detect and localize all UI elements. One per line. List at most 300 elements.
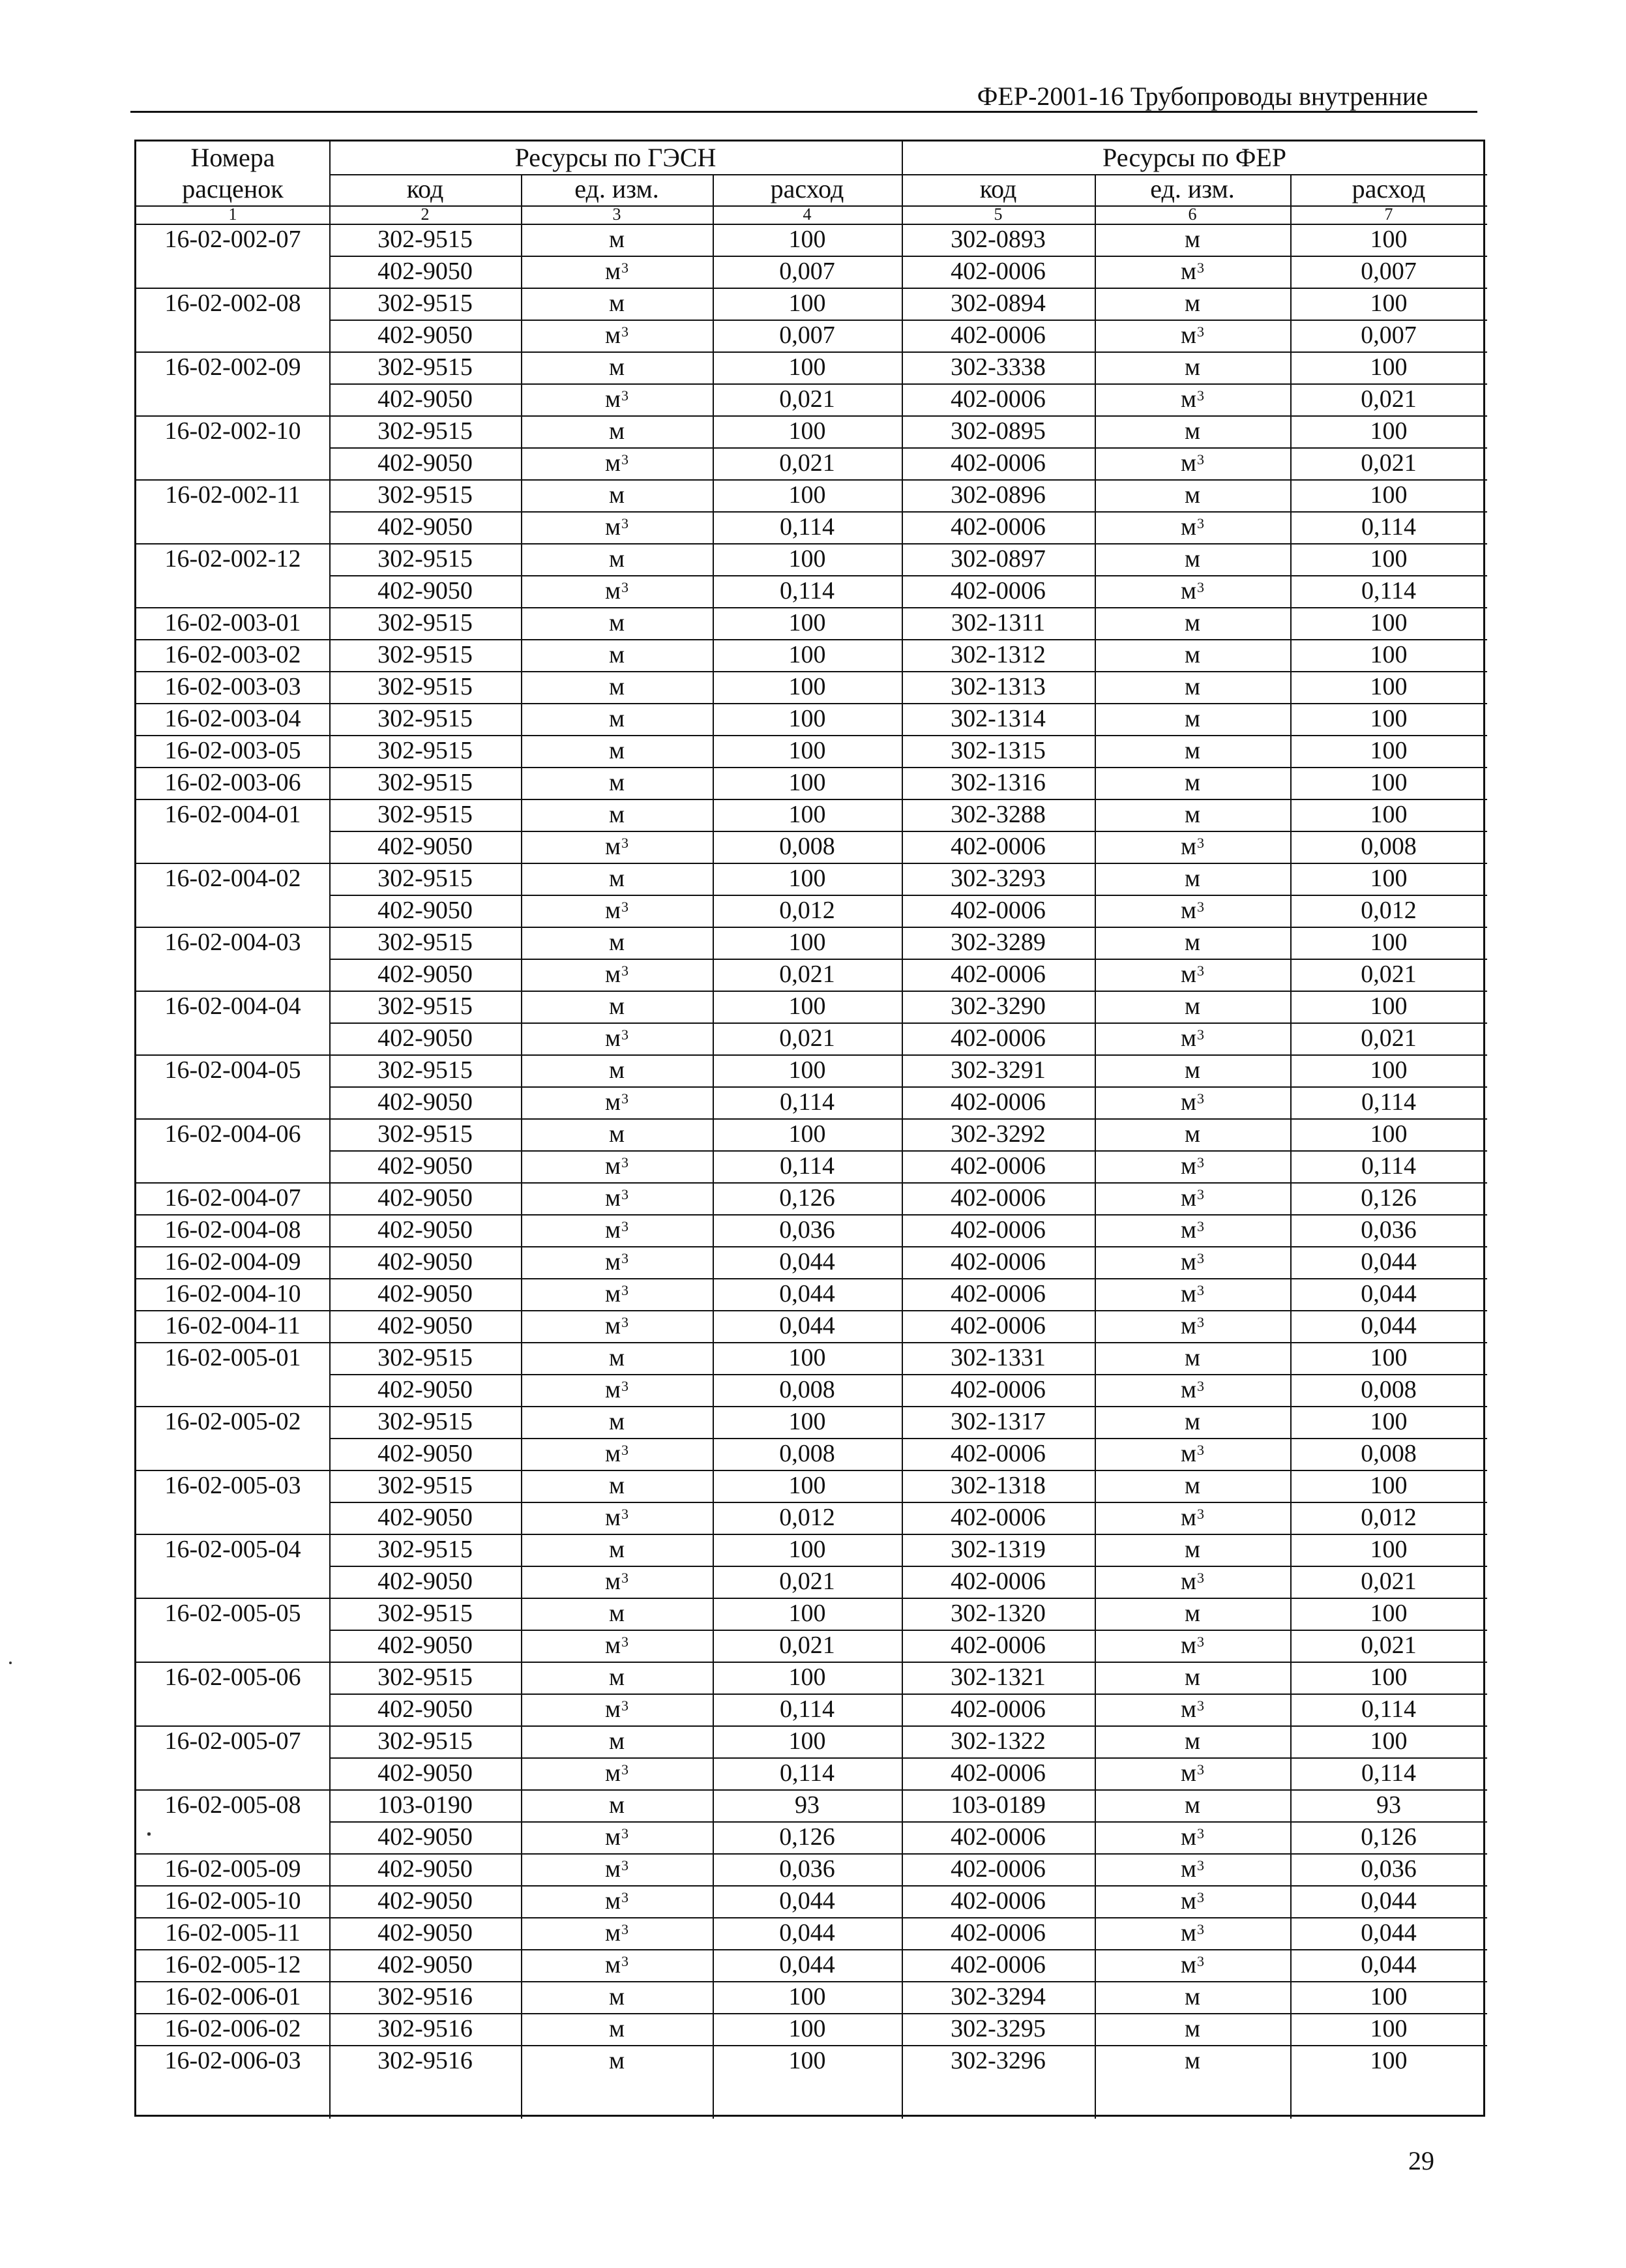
column-number: 5 bbox=[994, 205, 1003, 224]
unit-exponent: 3 bbox=[1197, 899, 1205, 915]
gesn-consumption: 0,021 bbox=[779, 385, 835, 413]
fer-consumption: 100 bbox=[1370, 1727, 1408, 1755]
unit-exponent: 3 bbox=[1197, 1953, 1205, 1969]
unit-exponent: 3 bbox=[621, 1953, 629, 1969]
gesn-code: 302-9515 bbox=[377, 992, 473, 1020]
gesn-consumption: 100 bbox=[788, 1727, 826, 1755]
fer-code: 402-0006 bbox=[951, 1280, 1046, 1307]
fer-code: 302-0896 bbox=[951, 481, 1046, 509]
unit-base: м bbox=[604, 1887, 621, 1915]
rate-number bbox=[136, 1694, 329, 1725]
gesn-code: 402-9050 bbox=[377, 1216, 473, 1244]
gesn-unit bbox=[521, 1502, 713, 1534]
gesn-code: 402-9050 bbox=[377, 1440, 473, 1467]
fer-code: 402-0006 bbox=[951, 1024, 1046, 1052]
fer-unit: м bbox=[1184, 1408, 1201, 1435]
fer-code: 302-1315 bbox=[951, 737, 1046, 764]
gesn-unit bbox=[521, 1757, 713, 1789]
unit-exponent: 3 bbox=[1197, 260, 1205, 276]
unit-exponent: 3 bbox=[1197, 323, 1205, 340]
gesn-code: 402-9050 bbox=[377, 1248, 473, 1276]
fer-consumption: 100 bbox=[1370, 769, 1408, 796]
unit-exponent: 3 bbox=[621, 1889, 629, 1905]
gesn-unit: м bbox=[608, 801, 625, 828]
unit-exponent: 3 bbox=[1197, 515, 1205, 531]
unit-exponent: 3 bbox=[1197, 1442, 1205, 1458]
unit-exponent: 3 bbox=[621, 1090, 629, 1107]
fer-unit bbox=[1095, 1182, 1290, 1214]
fer-consumption: 100 bbox=[1370, 226, 1408, 253]
rate-number: 16-02-006-03 bbox=[164, 2047, 301, 2074]
gesn-unit: м bbox=[608, 1120, 625, 1148]
rate-number: 16-02-004-10 bbox=[164, 1280, 301, 1307]
gesn-code: 302-9515 bbox=[377, 1536, 473, 1563]
gesn-consumption: 0,114 bbox=[779, 1759, 835, 1787]
rate-number: 16-02-005-12 bbox=[164, 1951, 301, 1978]
unit-base: м bbox=[1180, 1759, 1197, 1787]
fer-unit: м bbox=[1184, 673, 1201, 700]
fer-consumption: 0,012 bbox=[1361, 897, 1417, 924]
gesn-unit: м bbox=[608, 1344, 625, 1371]
unit-exponent: 3 bbox=[621, 260, 629, 276]
rate-number: 16-02-003-02 bbox=[164, 641, 301, 668]
unit-base: м bbox=[1180, 1216, 1197, 1244]
fer-unit bbox=[1095, 383, 1290, 415]
gesn-consumption: 100 bbox=[788, 1536, 826, 1563]
fer-unit: м bbox=[1184, 609, 1201, 636]
gesn-unit bbox=[521, 511, 713, 543]
unit-exponent: 3 bbox=[621, 1921, 629, 1937]
rate-number: 16-02-003-01 bbox=[164, 609, 301, 636]
fer-consumption: 93 bbox=[1376, 1791, 1401, 1819]
fer-unit bbox=[1095, 511, 1290, 543]
rate-number bbox=[136, 1438, 329, 1470]
unit-base: м bbox=[1180, 385, 1197, 413]
gesn-code: 402-9050 bbox=[377, 385, 473, 413]
fer-unit: м bbox=[1184, 865, 1201, 892]
rate-number: 16-02-004-11 bbox=[165, 1312, 301, 1339]
gesn-consumption: 0,036 bbox=[779, 1855, 835, 1883]
gesn-consumption: 100 bbox=[788, 1600, 826, 1627]
gesn-unit bbox=[521, 1022, 713, 1054]
gesn-unit: м bbox=[608, 1600, 625, 1627]
fer-unit bbox=[1095, 1438, 1290, 1470]
fer-unit: м bbox=[1184, 1664, 1201, 1691]
gesn-consumption: 0,008 bbox=[779, 1440, 835, 1467]
rate-number: 16-02-005-07 bbox=[164, 1727, 301, 1755]
fer-code: 402-0006 bbox=[951, 1632, 1046, 1659]
unit-base: м bbox=[604, 321, 621, 349]
rate-number: 16-02-002-10 bbox=[164, 417, 301, 445]
gesn-consumption: 100 bbox=[788, 1408, 826, 1435]
unit-exponent: 3 bbox=[621, 451, 629, 468]
gesn-consumption: 0,114 bbox=[779, 513, 835, 541]
gesn-code: 402-9050 bbox=[377, 1184, 473, 1212]
fer-unit: м bbox=[1184, 353, 1201, 381]
rate-number: 16-02-004-07 bbox=[164, 1184, 301, 1212]
fer-code: 402-0006 bbox=[951, 1568, 1046, 1595]
unit-base: м bbox=[604, 1695, 621, 1723]
rate-number: 16-02-002-12 bbox=[164, 545, 301, 573]
fer-unit bbox=[1095, 447, 1290, 479]
gesn-unit bbox=[521, 1182, 713, 1214]
gesn-consumption: 0,021 bbox=[779, 961, 835, 988]
gesn-unit bbox=[521, 1821, 713, 1853]
fer-unit: м bbox=[1184, 801, 1201, 828]
gesn-unit bbox=[521, 256, 713, 288]
fer-consumption: 0,114 bbox=[1361, 1088, 1417, 1116]
gesn-consumption: 100 bbox=[788, 865, 826, 892]
gesn-code: 302-9515 bbox=[377, 1600, 473, 1627]
rate-number bbox=[136, 1086, 329, 1118]
rate-number: 16-02-005-06 bbox=[164, 1664, 301, 1691]
gesn-consumption: 100 bbox=[788, 609, 826, 636]
unit-base: м bbox=[604, 961, 621, 988]
fer-code: 402-0006 bbox=[951, 1887, 1046, 1915]
column-number: 1 bbox=[228, 205, 237, 224]
gesn-code: 302-9515 bbox=[377, 737, 473, 764]
fer-code: 302-0897 bbox=[951, 545, 1046, 573]
fer-code: 402-0006 bbox=[951, 577, 1046, 604]
unit-base: м bbox=[1180, 321, 1197, 349]
header-rate-number: расценок bbox=[182, 174, 284, 203]
fer-consumption: 0,114 bbox=[1361, 577, 1417, 604]
unit-base: м bbox=[604, 1504, 621, 1531]
fer-code: 402-0006 bbox=[951, 1504, 1046, 1531]
gesn-consumption: 0,036 bbox=[779, 1216, 835, 1244]
unit-base: м bbox=[1180, 897, 1197, 924]
fer-consumption: 0,126 bbox=[1361, 1823, 1417, 1851]
unit-base: м bbox=[604, 577, 621, 604]
gesn-consumption: 100 bbox=[788, 801, 826, 828]
rate-number bbox=[136, 511, 329, 543]
unit-exponent: 3 bbox=[1197, 962, 1205, 979]
rate-number: 16-02-002-08 bbox=[164, 290, 301, 317]
unit-base: м bbox=[604, 449, 621, 477]
fer-code: 402-0006 bbox=[951, 449, 1046, 477]
fer-consumption: 0,021 bbox=[1361, 449, 1417, 477]
unit-base: м bbox=[604, 1248, 621, 1276]
gesn-unit bbox=[521, 320, 713, 351]
fer-consumption: 100 bbox=[1370, 2047, 1408, 2074]
unit-base: м bbox=[604, 513, 621, 541]
unit-base: м bbox=[1180, 258, 1197, 285]
fer-unit: м bbox=[1184, 1727, 1201, 1755]
column-number: 4 bbox=[803, 205, 812, 224]
gesn-unit bbox=[521, 1630, 713, 1662]
rate-number: 16-02-003-04 bbox=[164, 705, 301, 732]
gesn-code: 302-9515 bbox=[377, 1727, 473, 1755]
unit-exponent: 3 bbox=[1197, 1697, 1205, 1714]
gesn-code: 302-9515 bbox=[377, 1120, 473, 1148]
gesn-code: 402-9050 bbox=[377, 1024, 473, 1052]
fer-code: 302-1320 bbox=[951, 1600, 1046, 1627]
unit-base: м bbox=[1180, 1855, 1197, 1883]
rate-number bbox=[136, 320, 329, 351]
fer-code: 402-0006 bbox=[951, 1951, 1046, 1978]
fer-unit bbox=[1095, 1630, 1290, 1662]
gesn-unit bbox=[521, 1150, 713, 1182]
fer-consumption: 0,021 bbox=[1361, 961, 1417, 988]
gesn-unit bbox=[521, 1086, 713, 1118]
unit-base: м bbox=[604, 833, 621, 860]
fer-unit bbox=[1095, 1310, 1290, 1342]
gesn-unit bbox=[521, 1949, 713, 1981]
fer-consumption: 100 bbox=[1370, 1472, 1408, 1499]
fer-consumption: 100 bbox=[1370, 929, 1408, 956]
gesn-unit: м bbox=[608, 1408, 625, 1435]
fer-code: 302-0894 bbox=[951, 290, 1046, 317]
gesn-unit bbox=[521, 1566, 713, 1598]
gesn-unit bbox=[521, 1278, 713, 1310]
fer-unit: м bbox=[1184, 641, 1201, 668]
fer-consumption: 0,008 bbox=[1361, 1376, 1417, 1403]
unit-base: м bbox=[604, 385, 621, 413]
rate-number: 16-02-004-09 bbox=[164, 1248, 301, 1276]
unit-base: м bbox=[1180, 1280, 1197, 1307]
fer-code: 402-0006 bbox=[951, 1855, 1046, 1883]
scan-speck bbox=[9, 1662, 12, 1664]
unit-exponent: 3 bbox=[621, 1314, 629, 1330]
gesn-unit: м bbox=[608, 673, 625, 700]
fer-unit: м bbox=[1184, 1983, 1201, 2010]
gesn-unit: м bbox=[608, 737, 625, 764]
gesn-unit bbox=[521, 1374, 713, 1406]
rate-number bbox=[136, 1566, 329, 1598]
unit-exponent: 3 bbox=[621, 1697, 629, 1714]
fer-code: 302-0893 bbox=[951, 226, 1046, 253]
unit-base: м bbox=[604, 1951, 621, 1978]
gesn-consumption: 100 bbox=[788, 705, 826, 732]
unit-base: м bbox=[1180, 1440, 1197, 1467]
rate-number: 16-02-002-11 bbox=[165, 481, 301, 509]
gesn-consumption: 0,008 bbox=[779, 833, 835, 860]
fer-consumption: 0,008 bbox=[1361, 833, 1417, 860]
gesn-unit: м bbox=[608, 290, 625, 317]
fer-code: 302-0895 bbox=[951, 417, 1046, 445]
gesn-code: 402-9050 bbox=[377, 1152, 473, 1180]
fer-consumption: 100 bbox=[1370, 481, 1408, 509]
page-header-title: ФЕР-2001-16 Трубопроводы внутренние bbox=[977, 82, 1428, 111]
rate-number: 16-02-003-05 bbox=[164, 737, 301, 764]
fer-consumption: 0,007 bbox=[1361, 258, 1417, 285]
fer-unit: м bbox=[1184, 1536, 1201, 1563]
scan-speck bbox=[147, 1832, 151, 1836]
gesn-code: 302-9515 bbox=[377, 705, 473, 732]
fer-code: 302-3288 bbox=[951, 801, 1046, 828]
unit-exponent: 3 bbox=[1197, 1634, 1205, 1650]
unit-base: м bbox=[1180, 1695, 1197, 1723]
fer-code: 402-0006 bbox=[951, 1152, 1046, 1180]
gesn-unit: м bbox=[608, 353, 625, 381]
rate-number bbox=[136, 895, 329, 927]
fer-unit bbox=[1095, 1374, 1290, 1406]
fer-consumption: 0,114 bbox=[1361, 1152, 1417, 1180]
fer-unit bbox=[1095, 320, 1290, 351]
fer-code: 302-1318 bbox=[951, 1472, 1046, 1499]
gesn-code: 302-9515 bbox=[377, 353, 473, 381]
header-unit: ед. изм. bbox=[1150, 174, 1235, 203]
fer-consumption: 0,036 bbox=[1361, 1216, 1417, 1244]
fer-code: 302-3292 bbox=[951, 1120, 1046, 1148]
gesn-unit: м bbox=[608, 481, 625, 509]
rate-number bbox=[136, 1502, 329, 1534]
rate-number: 16-02-004-06 bbox=[164, 1120, 301, 1148]
unit-exponent: 3 bbox=[621, 387, 629, 404]
gesn-unit: м bbox=[608, 1983, 625, 2010]
unit-base: м bbox=[604, 1440, 621, 1467]
gesn-code: 302-9515 bbox=[377, 929, 473, 956]
rate-number: 16-02-005-04 bbox=[164, 1536, 301, 1563]
gesn-code: 402-9050 bbox=[377, 513, 473, 541]
fer-consumption: 100 bbox=[1370, 290, 1408, 317]
unit-base: м bbox=[1180, 1312, 1197, 1339]
unit-exponent: 3 bbox=[621, 1825, 629, 1842]
unit-base: м bbox=[1180, 577, 1197, 604]
gesn-consumption: 0,114 bbox=[779, 1088, 835, 1116]
gesn-consumption: 100 bbox=[788, 417, 826, 445]
gesn-unit bbox=[521, 1885, 713, 1917]
rate-number: 16-02-005-10 bbox=[164, 1887, 301, 1915]
unit-base: м bbox=[604, 1312, 621, 1339]
rate-number: 16-02-003-03 bbox=[164, 673, 301, 700]
fer-unit bbox=[1095, 1885, 1290, 1917]
fer-code: 302-1312 bbox=[951, 641, 1046, 668]
fer-unit bbox=[1095, 1917, 1290, 1949]
gesn-code: 302-9515 bbox=[377, 673, 473, 700]
gesn-code: 402-9050 bbox=[377, 1823, 473, 1851]
gesn-code: 402-9050 bbox=[377, 1568, 473, 1595]
fer-consumption: 0,021 bbox=[1361, 1568, 1417, 1595]
unit-exponent: 3 bbox=[1197, 1857, 1205, 1873]
fer-unit: м bbox=[1184, 545, 1201, 573]
page-number: 29 bbox=[1408, 2146, 1434, 2175]
gesn-unit: м bbox=[608, 226, 625, 253]
gesn-code: 402-9050 bbox=[377, 897, 473, 924]
fer-code: 302-1322 bbox=[951, 1727, 1046, 1755]
gesn-code: 402-9050 bbox=[377, 833, 473, 860]
unit-base: м bbox=[604, 1759, 621, 1787]
header-rule bbox=[130, 111, 1477, 113]
unit-base: м bbox=[1180, 1632, 1197, 1659]
unit-exponent: 3 bbox=[1197, 1250, 1205, 1266]
gesn-consumption: 0,021 bbox=[779, 1568, 835, 1595]
header-fer-resources: Ресурсы по ФЕР bbox=[1102, 143, 1286, 172]
fer-code: 402-0006 bbox=[951, 513, 1046, 541]
fer-unit: м bbox=[1184, 705, 1201, 732]
unit-base: м bbox=[1180, 833, 1197, 860]
rate-number: 16-02-006-01 bbox=[164, 1983, 301, 2010]
rate-number: 16-02-005-11 bbox=[165, 1919, 301, 1947]
fer-unit bbox=[1095, 1086, 1290, 1118]
gesn-code: 302-9515 bbox=[377, 1664, 473, 1691]
gesn-unit: м bbox=[608, 705, 625, 732]
fer-consumption: 100 bbox=[1370, 1983, 1408, 2010]
rate-number bbox=[136, 575, 329, 607]
fer-code: 103-0189 bbox=[951, 1791, 1046, 1819]
unit-exponent: 3 bbox=[621, 1634, 629, 1650]
fer-unit bbox=[1095, 1214, 1290, 1246]
rate-number: 16-02-002-09 bbox=[164, 353, 301, 381]
unit-exponent: 3 bbox=[1197, 1282, 1205, 1298]
gesn-code: 302-9516 bbox=[377, 2015, 473, 2042]
gesn-unit: м bbox=[608, 769, 625, 796]
gesn-code: 302-9516 bbox=[377, 2047, 473, 2074]
rate-number: 16-02-004-08 bbox=[164, 1216, 301, 1244]
fer-code: 302-1311 bbox=[951, 609, 1046, 636]
fer-code: 302-1319 bbox=[951, 1536, 1046, 1563]
fer-consumption: 100 bbox=[1370, 545, 1408, 573]
fer-consumption: 100 bbox=[1370, 1408, 1408, 1435]
gesn-code: 302-9515 bbox=[377, 481, 473, 509]
gesn-consumption: 0,044 bbox=[779, 1919, 835, 1947]
unit-exponent: 3 bbox=[1197, 1506, 1205, 1522]
resource-table bbox=[134, 140, 1485, 2117]
unit-exponent: 3 bbox=[1197, 1314, 1205, 1330]
fer-code: 402-0006 bbox=[951, 385, 1046, 413]
unit-base: м bbox=[604, 1088, 621, 1116]
header-unit: ед. изм. bbox=[574, 174, 659, 203]
fer-consumption: 0,007 bbox=[1361, 321, 1417, 349]
gesn-code: 302-9515 bbox=[377, 290, 473, 317]
header-gesn-resources: Ресурсы по ГЭСН bbox=[514, 143, 717, 172]
fer-consumption: 100 bbox=[1370, 801, 1408, 828]
gesn-consumption: 0,021 bbox=[779, 1024, 835, 1052]
rate-number: 16-02-005-02 bbox=[164, 1408, 301, 1435]
gesn-unit bbox=[521, 1310, 713, 1342]
unit-exponent: 3 bbox=[621, 1442, 629, 1458]
gesn-code: 302-9515 bbox=[377, 641, 473, 668]
fer-unit: м bbox=[1184, 929, 1201, 956]
unit-exponent: 3 bbox=[1197, 1825, 1205, 1842]
fer-unit: м bbox=[1184, 1472, 1201, 1499]
gesn-code: 402-9050 bbox=[377, 1280, 473, 1307]
unit-base: м bbox=[1180, 1504, 1197, 1531]
fer-consumption: 0,036 bbox=[1361, 1855, 1417, 1883]
gesn-code: 302-9515 bbox=[377, 1056, 473, 1084]
fer-code: 402-0006 bbox=[951, 1376, 1046, 1403]
fer-consumption: 100 bbox=[1370, 1536, 1408, 1563]
fer-unit: м bbox=[1184, 2015, 1201, 2042]
gesn-consumption: 100 bbox=[788, 1983, 826, 2010]
fer-consumption: 0,126 bbox=[1361, 1184, 1417, 1212]
fer-consumption: 0,114 bbox=[1361, 513, 1417, 541]
gesn-unit bbox=[521, 895, 713, 927]
gesn-consumption: 100 bbox=[788, 481, 826, 509]
unit-exponent: 3 bbox=[621, 1186, 629, 1202]
gesn-consumption: 0,044 bbox=[779, 1887, 835, 1915]
rate-number: 16-02-006-02 bbox=[164, 2015, 301, 2042]
fer-code: 302-3338 bbox=[951, 353, 1046, 381]
fer-unit bbox=[1095, 831, 1290, 863]
fer-consumption: 0,012 bbox=[1361, 1504, 1417, 1531]
gesn-consumption: 100 bbox=[788, 1472, 826, 1499]
unit-base: м bbox=[1180, 1919, 1197, 1947]
fer-code: 302-3290 bbox=[951, 992, 1046, 1020]
unit-exponent: 3 bbox=[1197, 451, 1205, 468]
fer-unit: м bbox=[1184, 1120, 1201, 1148]
gesn-unit bbox=[521, 1694, 713, 1725]
unit-base: м bbox=[604, 1568, 621, 1595]
fer-code: 302-1314 bbox=[951, 705, 1046, 732]
fer-unit: м bbox=[1184, 226, 1201, 253]
rate-number: 16-02-004-03 bbox=[164, 929, 301, 956]
unit-base: м bbox=[1180, 513, 1197, 541]
rate-number bbox=[136, 447, 329, 479]
rate-number: 16-02-004-01 bbox=[164, 801, 301, 828]
fer-consumption: 100 bbox=[1370, 705, 1408, 732]
gesn-consumption: 100 bbox=[788, 545, 826, 573]
